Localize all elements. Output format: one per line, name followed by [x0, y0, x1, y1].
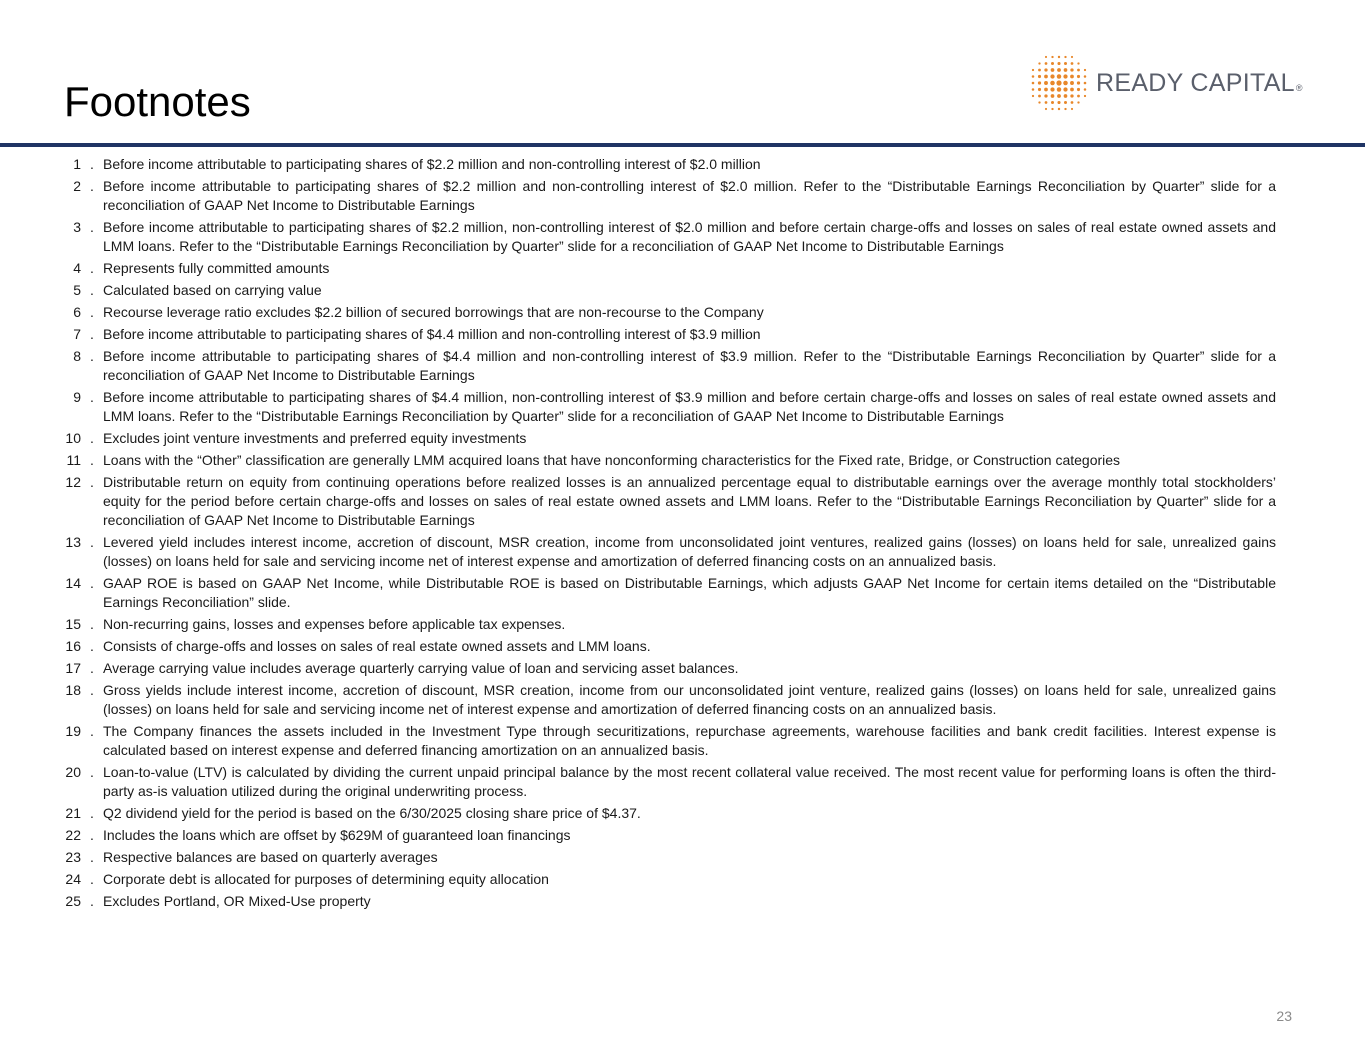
footnote-separator: . — [90, 638, 94, 654]
footnote-item — [54, 451, 1276, 470]
footnote-number: 14 — [65, 575, 81, 591]
footnote-text: Calculated based on carrying value — [103, 282, 322, 298]
footnote-number: 24 — [65, 871, 81, 887]
footnote-number: 21 — [65, 805, 81, 821]
footnote-item — [54, 848, 1276, 867]
footnote-item — [54, 615, 1276, 634]
footnote-separator: . — [90, 660, 94, 676]
footnote-separator: . — [90, 893, 94, 909]
footnote-text: GAAP ROE is based on GAAP Net Income, while Distributable ROE is based on Distributable Earnings, which adjusts GAAP Net Income for certain items detailed on the “Distributable Earnings Reconciliation” slide. — [103, 575, 1276, 610]
footnote-number: 25 — [65, 893, 81, 909]
page-number: 23 — [1276, 1008, 1292, 1024]
footnote-text: Loan-to-value (LTV) is calculated by dividing the current unpaid principal balance by the most recent collateral value received. The most recent value for performing loans is often the third-party as-is valuation utilized during the original underwriting process. — [103, 764, 1276, 799]
footnote-number: 15 — [65, 616, 81, 632]
footnote-item — [54, 429, 1276, 448]
footnote-separator: . — [90, 389, 94, 405]
footnote-number: 5 — [73, 282, 81, 298]
footnote-separator: . — [90, 219, 94, 235]
footnote-item — [54, 574, 1276, 612]
dot-grid-logo-icon — [1028, 54, 1090, 112]
footnote-text: Average carrying value includes average quarterly carrying value of loan and servicing asset balances. — [103, 660, 739, 676]
ready-capital-logo — [1028, 54, 1318, 114]
footnote-text: Before income attributable to participating shares of $4.4 million, non-controlling interest of $3.9 million and before certain charge-offs and losses on sales of real estate owned assets and LMM loans. Refer to the “Distributable Earnings Reconciliation by Quarter” slide for a reconciliation of GAAP Net Income to Distributable Earnings — [103, 389, 1276, 424]
footnote-text: Consists of charge-offs and losses on sales of real estate owned assets and LMM loans. — [103, 638, 651, 654]
footnote-text: Before income attributable to participating shares of $2.2 million and non-controlling interest of $2.0 million. Refer to the “Distributable Earnings Reconciliation by Quarter” slide for a reconciliation of GAAP Net Income to Distributable Earnings — [103, 178, 1276, 213]
footnote-separator: . — [90, 430, 94, 446]
footnote-text: Levered yield includes interest income, accretion of discount, MSR creation, income from unconsolidated joint ventures, realized gains (losses) on loans held for sale, unrealized gains (losses) on loans held for sale and servicing income net of interest expense and amortization of deferred financing costs on an annualized basis. — [103, 534, 1276, 569]
footnote-separator: . — [90, 723, 94, 739]
footnote-text: Recourse leverage ratio excludes $2.2 billion of secured borrowings that are non-recourse to the Company — [103, 304, 764, 320]
footnote-item — [54, 281, 1276, 300]
footnote-number: 13 — [65, 534, 81, 550]
footnote-item — [54, 892, 1276, 911]
footnote-text: Represents fully committed amounts — [103, 260, 330, 276]
page-title: Footnotes — [64, 78, 251, 125]
footnote-item — [54, 388, 1276, 426]
footnote-number: 9 — [73, 389, 81, 405]
footnote-number: 12 — [65, 474, 81, 490]
footnote-number: 2 — [73, 178, 81, 194]
footnote-number: 22 — [65, 827, 81, 843]
footnote-text: Before income attributable to participating shares of $2.2 million and non-controlling interest of $2.0 million — [103, 156, 761, 172]
footnote-text: Excludes joint venture investments and preferred equity investments — [103, 430, 527, 446]
footnote-text: The Company finances the assets included in the Investment Type through securitizations, repurchase agreements, warehouse facilities and bank credit facilities. Interest expense is calculated based on interest expense and deferred financing amortization on an annualized basis. — [103, 723, 1276, 758]
footnote-number: 18 — [65, 682, 81, 698]
footnote-number: 10 — [65, 430, 81, 446]
footnote-item — [54, 533, 1276, 571]
footnote-separator: . — [90, 827, 94, 843]
footnote-separator: . — [90, 348, 94, 364]
footnote-separator: . — [90, 452, 94, 468]
footnote-separator: . — [90, 282, 94, 298]
footnote-number: 20 — [65, 764, 81, 780]
logo-registered-mark: ® — [1295, 83, 1303, 93]
footnote-text: Includes the loans which are offset by $629M of guaranteed loan financings — [103, 827, 571, 843]
footnote-text: Excludes Portland, OR Mixed-Use property — [103, 893, 371, 909]
footnote-item — [54, 155, 1276, 174]
footnote-text: Q2 dividend yield for the period is based on the 6/30/2025 closing share price of $4.37. — [103, 805, 641, 821]
footnote-item — [54, 347, 1276, 385]
footnote-text: Gross yields include interest income, accretion of discount, MSR creation, income from our unconsolidated joint venture, realized gains (losses) on loans held for sale, unrealized gains (losses) on loans held for sale and servicing income net of interest expense and amortization of deferred financing costs on an annualized basis. — [103, 682, 1276, 717]
logo-text: READY CAPITAL — [1096, 69, 1295, 97]
footnote-separator: . — [90, 682, 94, 698]
footnote-separator: . — [90, 260, 94, 276]
footnote-number: 23 — [65, 849, 81, 865]
logo-wordmark — [1096, 69, 1303, 102]
footnote-number: 6 — [73, 304, 81, 320]
footnote-separator: . — [90, 326, 94, 342]
footnote-item — [54, 177, 1276, 215]
footnote-text: Corporate debt is allocated for purposes of determining equity allocation — [103, 871, 549, 887]
header-divider — [0, 143, 1365, 147]
footnote-number: 4 — [73, 260, 81, 276]
footnote-item — [54, 303, 1276, 322]
footnote-text: Loans with the “Other” classification are generally LMM acquired loans that have nonconforming characteristics for the Fixed rate, Bridge, or Construction categories — [103, 452, 1121, 468]
footnote-separator: . — [90, 764, 94, 780]
footnote-separator: . — [90, 304, 94, 320]
footnote-text: Before income attributable to participating shares of $4.4 million and non-controlling interest of $3.9 million. Refer to the “Distributable Earnings Reconciliation by Quarter” slide for a reconciliation of GAAP Net Income to Distributable Earnings — [103, 348, 1276, 383]
footnote-separator: . — [90, 849, 94, 865]
footnote-separator: . — [90, 805, 94, 821]
footnote-separator: . — [90, 156, 94, 172]
footnote-number: 17 — [65, 660, 81, 676]
footnote-separator: . — [90, 474, 94, 490]
footnote-text: Non-recurring gains, losses and expenses before applicable tax expenses. — [103, 616, 566, 632]
footnote-item — [54, 804, 1276, 823]
footnote-item — [54, 659, 1276, 678]
footnote-item — [54, 826, 1276, 845]
footnote-number: 11 — [66, 452, 81, 468]
footnote-text: Distributable return on equity from continuing operations before realized losses is an annualized percentage equal to distributable earnings over the average monthly total stockholders’ equity for the period before certain charge-offs and losses on sales of real estate owned assets and LMM loans. Refer to the “Distributable Earnings Reconciliation by Quarter” slide for a reconciliation of GAAP Net Income to Distributable Earnings — [103, 474, 1276, 528]
footnote-separator: . — [90, 575, 94, 591]
footnote-item — [54, 218, 1276, 256]
footnote-item — [54, 473, 1276, 530]
footnote-separator: . — [90, 616, 94, 632]
footnote-item — [54, 681, 1276, 719]
footnote-number: 7 — [73, 326, 81, 342]
footnote-number: 16 — [65, 638, 81, 654]
footnotes-list — [54, 155, 1276, 914]
footnote-item — [54, 870, 1276, 889]
footnote-item — [54, 325, 1276, 344]
footnote-text: Respective balances are based on quarterly averages — [103, 849, 438, 865]
footnote-separator: . — [90, 534, 94, 550]
footnote-number: 1 — [73, 156, 81, 172]
footnote-item — [54, 259, 1276, 278]
footnote-number: 3 — [73, 219, 81, 235]
footnote-separator: . — [90, 178, 94, 194]
footnote-separator: . — [90, 871, 94, 887]
footnote-text: Before income attributable to participating shares of $2.2 million, non-controlling interest of $2.0 million and before certain charge-offs and losses on sales of real estate owned assets and LMM loans. Refer to the “Distributable Earnings Reconciliation by Quarter” slide for a reconciliation of GAAP Net Income to Distributable Earnings — [103, 219, 1276, 254]
footnote-text: Before income attributable to participating shares of $4.4 million and non-controlling interest of $3.9 million — [103, 326, 761, 342]
footnote-number: 8 — [73, 348, 81, 364]
footnote-number: 19 — [65, 723, 81, 739]
footnote-item — [54, 763, 1276, 801]
footnote-item — [54, 637, 1276, 656]
footnote-item — [54, 722, 1276, 760]
